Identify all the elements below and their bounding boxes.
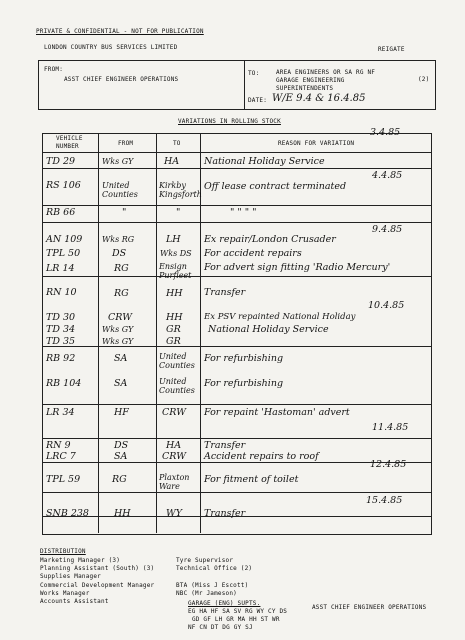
row-vehicle: TD 29 <box>46 156 76 167</box>
row-from: Wks GY <box>102 325 134 334</box>
row-from: RG <box>112 474 127 485</box>
header-rule <box>42 152 431 153</box>
row-vehicle: TPL 59 <box>46 474 81 485</box>
row-to: GR <box>166 336 181 347</box>
row-vehicle: AN 109 <box>46 234 83 245</box>
date-label: DATE: <box>248 97 268 104</box>
row-reason: Accident repairs to roof <box>204 451 319 462</box>
row-to: CRW <box>162 407 186 418</box>
to-line-2: GARAGE ENGINEERING <box>276 77 345 84</box>
row-to: HA <box>166 440 182 451</box>
row-reason: For fitment of toilet <box>204 474 299 485</box>
distribution-heading: DISTRIBUTION <box>40 548 86 555</box>
distribution-right: Technical Office (2) <box>176 565 253 572</box>
row-from: Wks RG <box>102 235 135 244</box>
row-rule <box>42 404 431 405</box>
row-reason: National Holiday Service <box>208 324 329 335</box>
company-name: LONDON COUNTRY BUS SERVICES LIMITED <box>44 44 178 51</box>
date-heading: 4.4.85 <box>372 170 403 181</box>
col-vehicle-1: VEHICLE <box>56 135 83 142</box>
row-vehicle: TPL 50 <box>46 248 81 259</box>
row-rule <box>42 346 431 347</box>
row-from: RG <box>114 288 129 299</box>
garage-line: EG HA HF SA SV RG WY CY DS <box>188 608 288 615</box>
garage-heading: GARAGE (ENG) SUPTS. <box>188 600 261 607</box>
date-heading: 10.4.85 <box>368 300 405 311</box>
row-from: RG <box>114 263 129 274</box>
row-vehicle: RS 106 <box>46 180 81 191</box>
to-label: TO: <box>248 70 260 77</box>
row-rule <box>42 222 431 223</box>
distribution-left: Accounts Assistant <box>40 598 109 605</box>
row-to: " <box>176 207 181 218</box>
col-reason: REASON FOR VARIATION <box>278 140 355 147</box>
row-reason: Ex PSV repainted National Holiday <box>204 312 356 322</box>
row-reason: For accident repairs <box>204 248 302 259</box>
row-from: SA <box>114 353 128 364</box>
row-vehicle: LRC 7 <box>46 451 76 462</box>
distribution-right: Tyre Supervisor <box>176 557 234 564</box>
row-rule <box>42 205 431 206</box>
row-from: HF <box>114 407 129 418</box>
row-from: DS <box>112 248 127 259</box>
distribution-left: Supplies Manager <box>40 573 101 580</box>
date-value: W/E 9.4 & 16.4.85 <box>272 93 366 104</box>
distribution-left: Marketing Manager (3) <box>40 557 121 564</box>
row-from: CRW <box>108 312 132 323</box>
row-vehicle: TD 30 <box>46 312 76 323</box>
col-divider-1 <box>98 133 99 533</box>
row-reason: For refurbishing <box>204 378 284 389</box>
row-to: Kirkby Kingsforth <box>159 181 202 199</box>
row-reason: For advert sign fitting 'Radio Mercury' <box>204 262 391 273</box>
date-heading: 11.4.85 <box>372 422 409 433</box>
row-reason: National Holiday Service <box>204 156 325 167</box>
row-to: LH <box>166 234 181 245</box>
row-to: HA <box>164 156 180 167</box>
row-to: Ensign Purfleet <box>159 262 192 280</box>
row-vehicle: RN 9 <box>46 440 71 451</box>
row-from: " <box>122 207 127 218</box>
row-reason: Off lease contract terminated <box>204 181 347 192</box>
row-from: DS <box>114 440 129 451</box>
row-to: WY <box>166 508 183 519</box>
col-divider-2 <box>156 133 157 533</box>
row-reason: Transfer <box>204 287 246 298</box>
row-vehicle: LR 14 <box>46 263 75 274</box>
memo-divider <box>244 60 245 109</box>
row-to: CRW <box>162 451 186 462</box>
garage-line: NF CN DT DG GY SJ <box>188 624 253 631</box>
row-vehicle: RN 10 <box>46 287 77 298</box>
row-reason: For repaint 'Hastoman' advert <box>204 407 350 418</box>
row-reason: For refurbishing <box>204 353 284 364</box>
signature-block: ASST CHIEF ENGINEER OPERATIONS <box>312 604 427 611</box>
row-to: GR <box>166 324 181 335</box>
row-from: SA <box>114 378 128 389</box>
row-rule <box>42 492 431 493</box>
col-to: TO <box>173 140 181 147</box>
row-to: United Counties <box>159 377 195 395</box>
row-to: HH <box>166 312 183 323</box>
distribution-left: Works Manager <box>40 590 90 597</box>
row-rule <box>42 276 431 277</box>
row-to: United Counties <box>159 352 195 370</box>
row-reason: Ex repair/London Crusader <box>204 234 336 245</box>
row-reason: " " " " <box>230 207 257 218</box>
row-from: United Counties <box>102 181 138 199</box>
row-vehicle: RB 66 <box>46 207 76 218</box>
garage-line: GD GF LH GR MA HH ST WR <box>192 616 280 623</box>
row-reason: Transfer <box>204 440 246 451</box>
col-vehicle-2: NUMBER <box>56 143 79 150</box>
classification-line: PRIVATE & CONFIDENTIAL - NOT FOR PUBLICATION <box>36 28 204 35</box>
memo-box <box>38 60 436 110</box>
date-heading: 15.4.85 <box>366 495 403 506</box>
row-vehicle: RB 92 <box>46 353 76 364</box>
row-vehicle: TD 35 <box>46 336 76 347</box>
row-to: HH <box>166 288 183 299</box>
date-heading: 3.4.85 <box>370 127 401 138</box>
row-rule <box>42 438 431 439</box>
document-title: VARIATIONS IN ROLLING STOCK <box>178 118 281 125</box>
row-from: Wks GY <box>102 157 134 166</box>
row-to: Plaxton Ware <box>159 473 190 491</box>
row-vehicle: SNB 238 <box>46 508 89 519</box>
distribution-left: Commercial Development Manager <box>40 582 155 589</box>
distribution-right: BTA (Miss J Escott) <box>176 582 249 589</box>
to-line-1: AREA ENGINEERS OR SA RG NF <box>276 69 376 76</box>
memo-ref: (2) <box>418 76 430 83</box>
row-rule <box>42 168 431 169</box>
from-label: FROM: <box>44 66 64 73</box>
date-heading: 12.4.85 <box>370 459 407 470</box>
row-vehicle: TD 34 <box>46 324 76 335</box>
row-to: Wks DS <box>160 249 192 258</box>
row-from: HH <box>114 508 131 519</box>
row-reason: Transfer <box>204 508 246 519</box>
location: REIGATE <box>378 46 405 53</box>
row-from: Wks GY <box>102 337 134 346</box>
row-from: SA <box>114 451 128 462</box>
col-from: FROM <box>118 140 134 147</box>
date-heading: 9.4.85 <box>372 224 403 235</box>
to-line-3: SUPERINTENDENTS <box>276 85 334 92</box>
distribution-right: NBC (Mr Jameson) <box>176 590 237 597</box>
from-value: ASST CHIEF ENGINEER OPERATIONS <box>64 76 179 83</box>
distribution-left: Planning Assistant (South) (3) <box>40 565 155 572</box>
row-vehicle: LR 34 <box>46 407 75 418</box>
row-vehicle: RB 104 <box>46 378 82 389</box>
